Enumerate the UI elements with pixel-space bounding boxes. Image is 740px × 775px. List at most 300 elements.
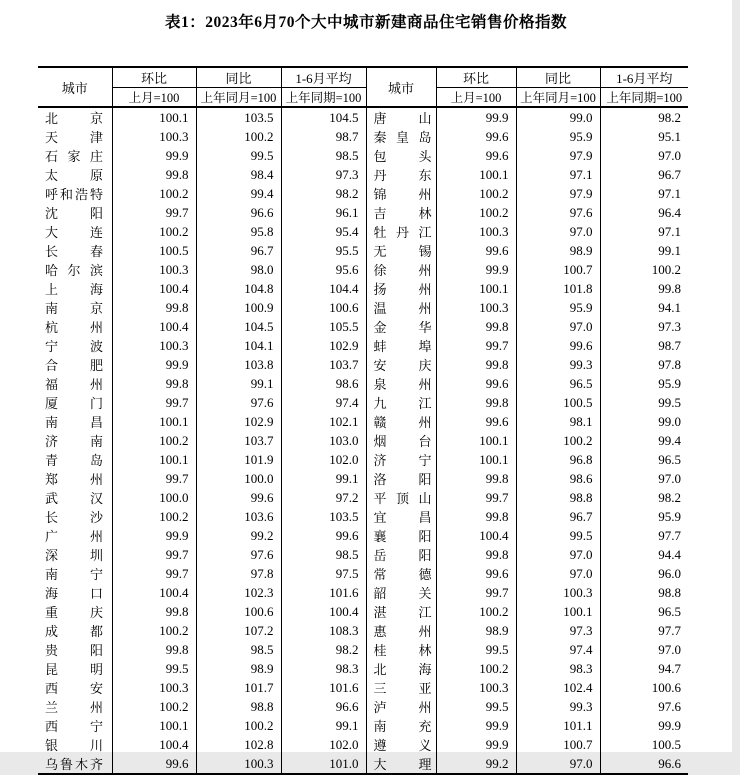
header-avg-right: 1-6月平均 [600, 67, 688, 88]
table-row [38, 165, 688, 184]
city-cell: 长 春 [45, 244, 103, 259]
value-cell: 104.1 [196, 336, 281, 355]
value-cell: 97.2 [281, 488, 366, 507]
value-cell: 97.4 [516, 640, 600, 659]
value-cell: 97.0 [600, 146, 688, 165]
value-cell: 100.3 [516, 583, 600, 602]
value-cell: 99.8 [112, 374, 196, 393]
value-cell: 99.8 [112, 640, 196, 659]
value-cell: 100.2 [196, 716, 281, 735]
value-cell: 97.4 [281, 393, 366, 412]
value-cell: 99.6 [436, 564, 516, 583]
value-cell: 98.2 [281, 184, 366, 203]
value-cell: 99.6 [281, 526, 366, 545]
city-cell: 兰 州 [45, 700, 103, 715]
value-cell: 97.3 [516, 621, 600, 640]
value-cell: 97.0 [516, 222, 600, 241]
value-cell: 97.0 [516, 564, 600, 583]
table-row [38, 412, 688, 431]
city-cell: 南 宁 [45, 567, 103, 582]
value-cell: 99.3 [516, 697, 600, 716]
value-cell: 95.8 [196, 222, 281, 241]
city-cell: 杭 州 [45, 320, 103, 335]
value-cell: 96.5 [516, 374, 600, 393]
value-cell: 100.1 [436, 450, 516, 469]
value-cell: 99.8 [436, 545, 516, 564]
value-cell: 99.7 [112, 545, 196, 564]
city-cell: 北 海 [366, 659, 436, 678]
value-cell: 98.7 [281, 127, 366, 146]
value-cell: 98.9 [436, 621, 516, 640]
city-cell: 徐 州 [366, 260, 436, 279]
header-yoy-left: 同比 [196, 67, 281, 88]
city-cell: 昆 明 [45, 662, 103, 677]
value-cell: 95.9 [600, 374, 688, 393]
value-cell: 99.9 [600, 716, 688, 735]
table-row [38, 640, 688, 659]
table-row [38, 602, 688, 621]
table-row [38, 564, 688, 583]
value-cell: 98.7 [600, 336, 688, 355]
value-cell: 104.5 [196, 317, 281, 336]
city-cell: 遵 义 [366, 735, 436, 754]
city-cell: 青 岛 [45, 453, 103, 468]
table-row [38, 735, 688, 754]
subheader-mom-left: 上月=100 [112, 88, 196, 108]
city-cell: 九 江 [366, 393, 436, 412]
value-cell: 100.3 [436, 222, 516, 241]
table-row [38, 621, 688, 640]
value-cell: 102.4 [516, 678, 600, 697]
value-cell: 97.3 [281, 165, 366, 184]
value-cell: 100.2 [436, 184, 516, 203]
city-cell: 成 都 [45, 624, 103, 639]
value-cell: 104.4 [281, 279, 366, 298]
table-header [38, 67, 688, 107]
value-cell: 100.1 [436, 165, 516, 184]
value-cell: 99.2 [436, 754, 516, 774]
table-row [38, 678, 688, 697]
value-cell: 99.7 [112, 564, 196, 583]
value-cell: 100.2 [112, 507, 196, 526]
value-cell: 98.6 [516, 469, 600, 488]
value-cell: 100.2 [112, 697, 196, 716]
city-cell: 长 沙 [45, 510, 103, 525]
value-cell: 101.7 [196, 678, 281, 697]
value-cell: 100.1 [112, 107, 196, 127]
table-row [38, 317, 688, 336]
value-cell: 100.4 [281, 602, 366, 621]
city-cell: 呼 和 浩 特 [45, 187, 103, 202]
value-cell: 97.3 [600, 317, 688, 336]
value-cell: 98.2 [281, 640, 366, 659]
value-cell: 98.5 [196, 640, 281, 659]
city-cell: 无 锡 [366, 241, 436, 260]
value-cell: 96.6 [196, 203, 281, 222]
value-cell: 98.1 [516, 412, 600, 431]
value-cell: 103.5 [196, 107, 281, 127]
value-cell: 102.9 [281, 336, 366, 355]
value-cell: 99.0 [516, 107, 600, 127]
city-cell: 哈 尔 滨 [45, 263, 103, 278]
value-cell: 95.1 [600, 127, 688, 146]
value-cell: 96.6 [281, 697, 366, 716]
value-cell: 99.6 [436, 146, 516, 165]
value-cell: 97.1 [600, 184, 688, 203]
table-row [38, 583, 688, 602]
value-cell: 96.5 [600, 450, 688, 469]
value-cell: 96.0 [600, 564, 688, 583]
header-avg-left: 1-6月平均 [281, 67, 366, 88]
value-cell: 99.7 [112, 393, 196, 412]
value-cell: 99.8 [436, 469, 516, 488]
value-cell: 103.5 [281, 507, 366, 526]
city-cell: 重 庆 [45, 605, 103, 620]
value-cell: 97.1 [600, 222, 688, 241]
table-row [38, 146, 688, 165]
value-cell: 101.6 [281, 583, 366, 602]
city-cell: 厦 门 [45, 396, 103, 411]
table-row [38, 336, 688, 355]
value-cell: 99.1 [600, 241, 688, 260]
value-cell: 100.4 [112, 279, 196, 298]
value-cell: 99.7 [112, 469, 196, 488]
subheader-yoy-left: 上年同月=100 [196, 88, 281, 108]
price-index-table [38, 66, 688, 775]
city-cell: 牡 丹 江 [366, 222, 436, 241]
value-cell: 99.4 [600, 431, 688, 450]
value-cell: 102.0 [281, 735, 366, 754]
value-cell: 100.0 [112, 488, 196, 507]
city-cell: 福 州 [45, 377, 103, 392]
value-cell: 100.3 [436, 678, 516, 697]
value-cell: 94.4 [600, 545, 688, 564]
table-row [38, 450, 688, 469]
city-cell: 韶 关 [366, 583, 436, 602]
city-cell: 深 圳 [45, 548, 103, 563]
header-city-right: 城市 [366, 67, 436, 107]
value-cell: 97.1 [516, 165, 600, 184]
value-cell: 95.9 [600, 507, 688, 526]
city-cell: 西 安 [45, 681, 103, 696]
value-cell: 104.5 [281, 107, 366, 127]
city-cell: 三 亚 [366, 678, 436, 697]
city-cell: 大 连 [45, 225, 103, 240]
value-cell: 100.2 [196, 127, 281, 146]
city-cell: 唐 山 [366, 107, 436, 127]
value-cell: 98.0 [196, 260, 281, 279]
value-cell: 101.8 [516, 279, 600, 298]
table-row [38, 203, 688, 222]
value-cell: 101.1 [516, 716, 600, 735]
table-row [38, 260, 688, 279]
value-cell: 99.1 [281, 469, 366, 488]
value-cell: 99.9 [436, 260, 516, 279]
value-cell: 99.5 [112, 659, 196, 678]
value-cell: 100.3 [112, 260, 196, 279]
table-row [38, 716, 688, 735]
table-row [38, 184, 688, 203]
city-cell: 锦 州 [366, 184, 436, 203]
value-cell: 99.5 [600, 393, 688, 412]
value-cell: 101.9 [196, 450, 281, 469]
value-cell: 99.9 [112, 526, 196, 545]
value-cell: 97.5 [281, 564, 366, 583]
value-cell: 100.3 [112, 336, 196, 355]
value-cell: 99.4 [196, 184, 281, 203]
value-cell: 95.5 [281, 241, 366, 260]
value-cell: 94.1 [600, 298, 688, 317]
city-cell: 天 津 [45, 130, 103, 145]
value-cell: 102.8 [196, 735, 281, 754]
value-cell: 103.8 [196, 355, 281, 374]
value-cell: 100.2 [436, 659, 516, 678]
value-cell: 100.5 [600, 735, 688, 754]
city-cell: 海 口 [45, 586, 103, 601]
value-cell: 99.9 [436, 107, 516, 127]
value-cell: 99.9 [112, 355, 196, 374]
value-cell: 99.8 [436, 393, 516, 412]
header-city-left: 城市 [38, 67, 112, 107]
value-cell: 99.7 [436, 336, 516, 355]
city-cell: 湛 江 [366, 602, 436, 621]
city-cell: 蚌 埠 [366, 336, 436, 355]
table-row [38, 241, 688, 260]
value-cell: 102.0 [281, 450, 366, 469]
value-cell: 101.0 [281, 754, 366, 774]
value-cell: 99.2 [196, 526, 281, 545]
value-cell: 100.2 [112, 222, 196, 241]
value-cell: 100.5 [516, 393, 600, 412]
value-cell: 97.7 [600, 526, 688, 545]
table-body [38, 107, 688, 774]
value-cell: 100.4 [112, 317, 196, 336]
value-cell: 95.9 [516, 298, 600, 317]
city-cell: 石 家 庄 [45, 149, 103, 164]
city-cell: 安 庆 [366, 355, 436, 374]
table-row [38, 298, 688, 317]
city-cell: 扬 州 [366, 279, 436, 298]
value-cell: 100.1 [436, 431, 516, 450]
value-cell: 100.1 [112, 716, 196, 735]
value-cell: 97.7 [600, 621, 688, 640]
value-cell: 97.0 [516, 754, 600, 774]
table-row [38, 754, 688, 774]
value-cell: 99.6 [436, 127, 516, 146]
value-cell: 98.4 [196, 165, 281, 184]
city-cell: 温 州 [366, 298, 436, 317]
value-cell: 98.9 [196, 659, 281, 678]
value-cell: 99.5 [196, 146, 281, 165]
value-cell: 96.6 [600, 754, 688, 774]
value-cell: 97.0 [600, 640, 688, 659]
subheader-yoy-right: 上年同月=100 [516, 88, 600, 108]
value-cell: 107.2 [196, 621, 281, 640]
city-cell: 合 肥 [45, 358, 103, 373]
value-cell: 99.5 [436, 697, 516, 716]
value-cell: 98.8 [196, 697, 281, 716]
value-cell: 97.6 [516, 203, 600, 222]
value-cell: 96.1 [281, 203, 366, 222]
city-cell: 广 州 [45, 529, 103, 544]
value-cell: 100.3 [112, 678, 196, 697]
value-cell: 100.1 [436, 279, 516, 298]
table-row [38, 697, 688, 716]
table-row [38, 507, 688, 526]
value-cell: 99.6 [196, 488, 281, 507]
value-cell: 102.3 [196, 583, 281, 602]
value-cell: 96.7 [516, 507, 600, 526]
value-cell: 105.5 [281, 317, 366, 336]
value-cell: 97.9 [516, 184, 600, 203]
table-row [38, 127, 688, 146]
value-cell: 97.0 [600, 469, 688, 488]
value-cell: 98.8 [516, 488, 600, 507]
value-cell: 100.6 [196, 602, 281, 621]
table-row [38, 222, 688, 241]
value-cell: 95.6 [281, 260, 366, 279]
value-cell: 99.0 [600, 412, 688, 431]
value-cell: 96.7 [196, 241, 281, 260]
city-cell: 平 顶 山 [366, 488, 436, 507]
value-cell: 99.8 [112, 165, 196, 184]
value-cell: 103.6 [196, 507, 281, 526]
value-cell: 97.0 [516, 545, 600, 564]
value-cell: 97.8 [600, 355, 688, 374]
city-cell: 济 宁 [366, 450, 436, 469]
value-cell: 100.3 [436, 298, 516, 317]
value-cell: 103.7 [281, 355, 366, 374]
value-cell: 97.6 [196, 545, 281, 564]
value-cell: 97.6 [196, 393, 281, 412]
table-row [38, 545, 688, 564]
city-cell: 郑 州 [45, 472, 103, 487]
city-cell: 秦 皇 岛 [366, 127, 436, 146]
value-cell: 99.7 [436, 583, 516, 602]
value-cell: 99.8 [436, 355, 516, 374]
value-cell: 98.2 [600, 488, 688, 507]
value-cell: 100.2 [600, 260, 688, 279]
value-cell: 95.4 [281, 222, 366, 241]
value-cell: 98.5 [281, 545, 366, 564]
value-cell: 99.6 [516, 336, 600, 355]
value-cell: 100.3 [112, 127, 196, 146]
city-cell: 宁 波 [45, 339, 103, 354]
value-cell: 100.6 [600, 678, 688, 697]
city-cell: 金 华 [366, 317, 436, 336]
value-cell: 94.7 [600, 659, 688, 678]
value-cell: 96.7 [600, 165, 688, 184]
value-cell: 102.1 [281, 412, 366, 431]
value-cell: 97.0 [516, 317, 600, 336]
city-cell: 乌 鲁 木 齐 [45, 757, 103, 772]
value-cell: 103.7 [196, 431, 281, 450]
value-cell: 99.9 [112, 146, 196, 165]
city-cell: 沈 阳 [45, 206, 103, 221]
value-cell: 96.8 [516, 450, 600, 469]
city-cell: 岳 阳 [366, 545, 436, 564]
table-row [38, 279, 688, 298]
city-cell: 济 南 [45, 434, 103, 449]
value-cell: 99.8 [600, 279, 688, 298]
value-cell: 100.4 [112, 583, 196, 602]
city-cell: 吉 林 [366, 203, 436, 222]
city-cell: 惠 州 [366, 621, 436, 640]
value-cell: 99.5 [436, 640, 516, 659]
value-cell: 100.4 [436, 526, 516, 545]
value-cell: 100.2 [112, 621, 196, 640]
subheader-mom-right: 上月=100 [436, 88, 516, 108]
value-cell: 103.0 [281, 431, 366, 450]
city-cell: 北 京 [45, 111, 103, 126]
city-cell: 太 原 [45, 168, 103, 183]
value-cell: 99.8 [436, 317, 516, 336]
value-cell: 99.5 [516, 526, 600, 545]
value-cell: 98.8 [600, 583, 688, 602]
value-cell: 100.1 [516, 602, 600, 621]
header-mom-right: 环比 [436, 67, 516, 88]
value-cell: 99.6 [436, 241, 516, 260]
value-cell: 97.8 [196, 564, 281, 583]
value-cell: 99.9 [436, 735, 516, 754]
table-row [38, 431, 688, 450]
value-cell: 100.2 [436, 602, 516, 621]
value-cell: 98.2 [600, 107, 688, 127]
city-cell: 西 宁 [45, 719, 103, 734]
city-cell: 南 京 [45, 301, 103, 316]
value-cell: 100.6 [281, 298, 366, 317]
city-cell: 南 充 [366, 716, 436, 735]
city-cell: 南 昌 [45, 415, 103, 430]
value-cell: 99.6 [436, 374, 516, 393]
value-cell: 100.2 [112, 184, 196, 203]
value-cell: 100.5 [112, 241, 196, 260]
value-cell: 96.5 [600, 602, 688, 621]
value-cell: 100.9 [196, 298, 281, 317]
value-cell: 98.3 [281, 659, 366, 678]
value-cell: 99.7 [436, 488, 516, 507]
value-cell: 95.9 [516, 127, 600, 146]
value-cell: 100.7 [516, 260, 600, 279]
value-cell: 100.0 [196, 469, 281, 488]
city-cell: 宜 昌 [366, 507, 436, 526]
value-cell: 97.9 [516, 146, 600, 165]
value-cell: 99.1 [281, 716, 366, 735]
table-row [38, 374, 688, 393]
city-cell: 银 川 [45, 738, 103, 753]
city-cell: 泸 州 [366, 697, 436, 716]
value-cell: 98.5 [281, 146, 366, 165]
city-cell: 丹 东 [366, 165, 436, 184]
value-cell: 102.9 [196, 412, 281, 431]
value-cell: 100.2 [516, 431, 600, 450]
table-row [38, 393, 688, 412]
value-cell: 99.8 [436, 507, 516, 526]
value-cell: 100.3 [196, 754, 281, 774]
value-cell: 99.7 [112, 203, 196, 222]
subheader-avg-left: 上年同期=100 [281, 88, 366, 108]
table-row [38, 526, 688, 545]
value-cell: 104.8 [196, 279, 281, 298]
value-cell: 99.8 [112, 602, 196, 621]
subheader-avg-right: 上年同期=100 [600, 88, 688, 108]
value-cell: 99.3 [516, 355, 600, 374]
value-cell: 99.9 [436, 716, 516, 735]
table-row [38, 107, 688, 127]
city-cell: 上 海 [45, 282, 103, 297]
table-row [38, 488, 688, 507]
value-cell: 99.6 [436, 412, 516, 431]
